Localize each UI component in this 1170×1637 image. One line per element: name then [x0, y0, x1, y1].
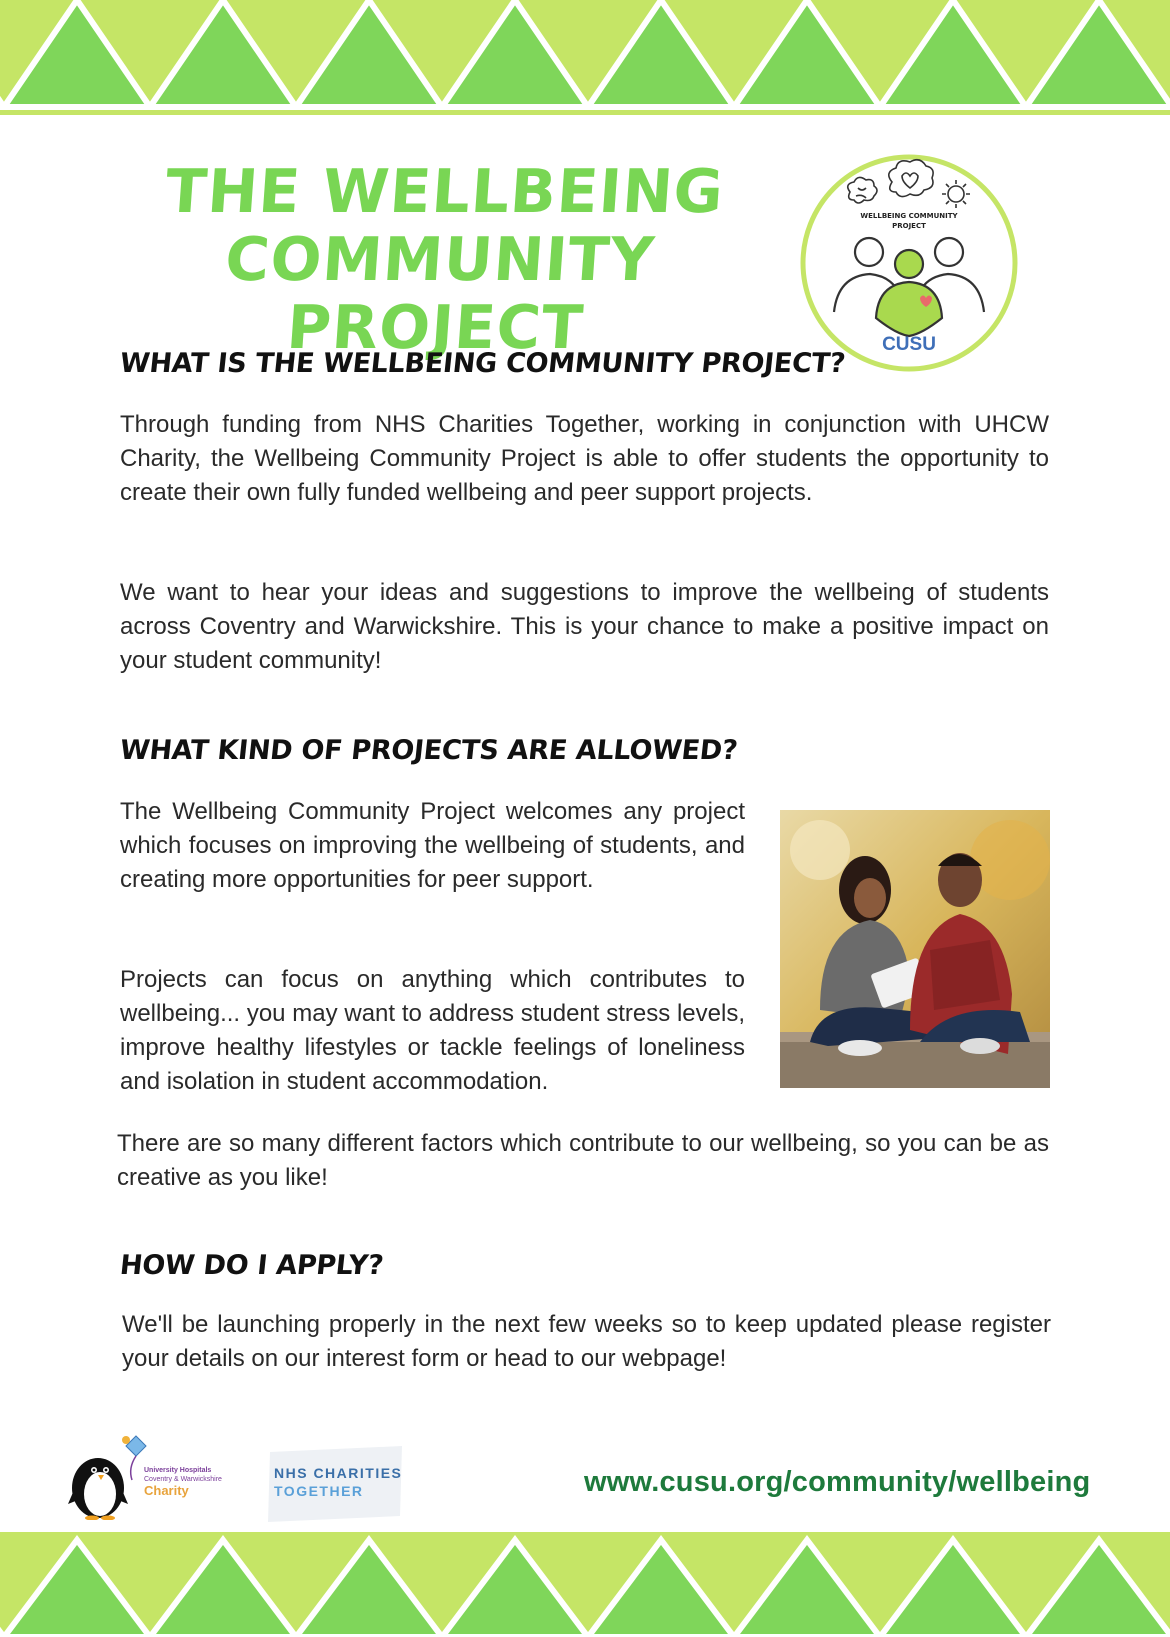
top-triangle-pattern — [0, 0, 1170, 115]
paragraph-creative: There are so many different factors which contribute to our wellbeing, so you can be as creative as you like! — [117, 1130, 1049, 1191]
uhcw-text — [144, 1466, 244, 1498]
website-url[interactable]: www.cusu.org/community/wellbeing — [584, 1466, 1091, 1498]
top-triangle-border — [0, 0, 1170, 115]
paragraph-welcomes: The Wellbeing Community Project welcomes any project which focuses on improving the wellbeing of students, and creating more opportunities for peer support. — [120, 798, 745, 893]
nhs-charities-together-logo — [266, 1446, 406, 1522]
nhs-line-2: TOGETHER — [274, 1483, 364, 1499]
heading-apply: HOW DO I APPLY? — [118, 1250, 385, 1281]
heading-what-is: WHAT IS THE WELLBEING COMMUNITY PROJECT? — [118, 348, 847, 379]
logo-brand: CUSU — [882, 334, 936, 355]
nhs-text — [274, 1464, 402, 1500]
bottom-triangle-pattern — [0, 1532, 1170, 1637]
title-line-1: THE WELLBEING — [163, 157, 727, 227]
nhs-line-1: NHS CHARITIES — [274, 1465, 403, 1481]
students-photo — [780, 810, 1050, 1088]
logo-caption-line-2: PROJECT — [892, 222, 926, 230]
uhcw-line-1: University Hospitals — [144, 1467, 212, 1474]
paragraph-ideas: We want to hear your ideas and suggestions to improve the wellbeing of students across Coventry and Warwickshire. This is your chance to make a positive impact on your student community! — [120, 579, 1049, 674]
logo-caption-line-1: WELLBEING COMMUNITY — [860, 212, 958, 220]
balloon-icon — [122, 1436, 146, 1480]
title-line-2: COMMUNITY PROJECT — [223, 225, 657, 363]
heading-allowed: WHAT KIND OF PROJECTS ARE ALLOWED? — [118, 735, 739, 766]
penguin-icon — [68, 1458, 128, 1520]
bottom-triangle-border — [0, 1532, 1170, 1637]
uhcw-line-2: Coventry & Warwickshire — [144, 1476, 222, 1483]
wellbeing-project-logo — [798, 152, 1020, 374]
page-title — [153, 158, 727, 362]
paragraph-launching: We'll be launching properly in the next few weeks so to keep updated please register your details on our interest form or head to our webpage! — [122, 1311, 1051, 1372]
uhcw-charity-logo — [62, 1430, 242, 1520]
paragraph-focus: Projects can focus on anything which contributes to wellbeing... you may want to address student stress levels, improve healthy lifestyles or tackle feelings of loneliness and isolation in student accommodation. — [120, 966, 745, 1095]
paragraph-funding: Through funding from NHS Charities Together, working in conjunction with UHCW Charity, the Wellbeing Community Project is able to offer students the opportunity to create their own fully funded wellbeing and peer support projects. — [120, 411, 1049, 506]
uhcw-charity: Charity — [144, 1483, 189, 1498]
